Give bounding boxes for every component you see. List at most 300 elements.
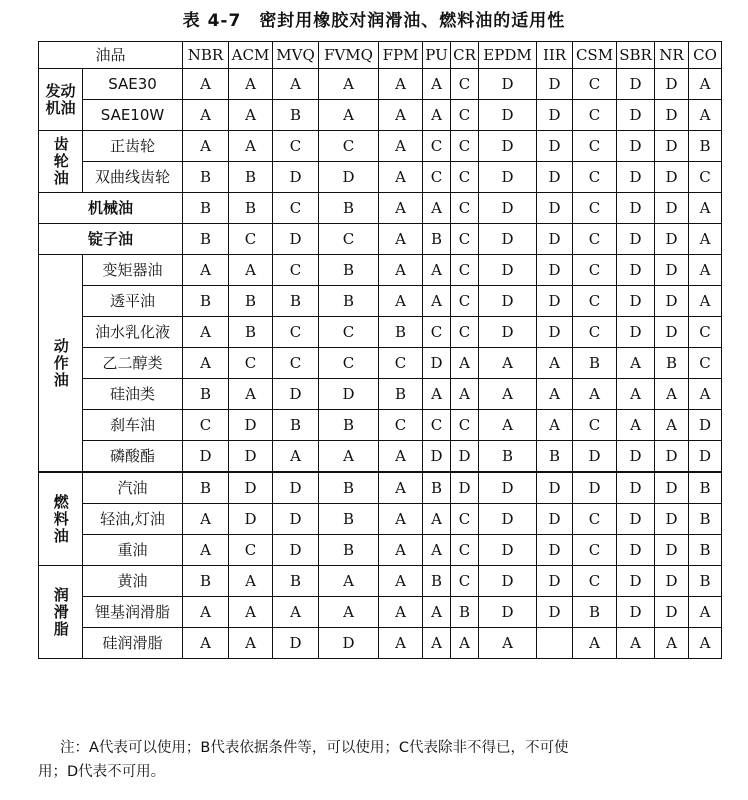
table-row	[39, 193, 722, 224]
rating-cell: A	[183, 597, 229, 628]
table-row	[39, 286, 722, 317]
rating-cell: D	[273, 224, 319, 255]
rating-cell: C	[379, 410, 423, 441]
rating-cell: D	[479, 566, 537, 597]
oil-name: 乙二醇类	[83, 348, 183, 379]
oil-name: 硅润滑脂	[83, 628, 183, 659]
rating-cell: D	[479, 472, 537, 504]
rating-cell: A	[379, 535, 423, 566]
rating-cell: A	[423, 286, 451, 317]
rating-cell: B	[423, 566, 451, 597]
table-title	[0, 6, 748, 31]
table-row	[39, 162, 722, 193]
rating-cell: C	[451, 286, 479, 317]
col-header: NR	[655, 42, 689, 69]
oil-category-label: 锭子油	[39, 224, 183, 255]
oil-name: 正齿轮	[83, 131, 183, 162]
col-header: FVMQ	[319, 42, 379, 69]
oil-category-label: 动作油	[39, 255, 83, 473]
rating-cell: A	[379, 286, 423, 317]
rating-cell: A	[423, 69, 451, 100]
rating-cell: A	[379, 504, 423, 535]
rating-cell: D	[655, 131, 689, 162]
rating-cell: A	[229, 69, 273, 100]
rating-cell: C	[573, 566, 617, 597]
rating-cell: C	[689, 348, 722, 379]
rating-cell: D	[617, 162, 655, 193]
rating-cell: B	[273, 566, 319, 597]
rating-cell: C	[451, 162, 479, 193]
rating-cell: D	[617, 441, 655, 473]
rating-cell: B	[479, 441, 537, 473]
rating-cell: D	[479, 597, 537, 628]
rating-cell: D	[319, 628, 379, 659]
rating-cell: D	[479, 131, 537, 162]
rating-cell: D	[655, 100, 689, 131]
rating-cell: C	[273, 255, 319, 286]
rating-cell: B	[183, 286, 229, 317]
rating-cell: A	[183, 255, 229, 286]
rating-cell: A	[655, 379, 689, 410]
rating-cell: D	[655, 472, 689, 504]
rating-cell: D	[655, 504, 689, 535]
rating-cell: D	[655, 224, 689, 255]
oil-category-label: 齿轮油	[39, 131, 83, 193]
rating-cell: D	[537, 286, 573, 317]
rating-cell: D	[537, 535, 573, 566]
rating-cell: A	[689, 193, 722, 224]
rating-cell: C	[423, 317, 451, 348]
table-row	[39, 535, 722, 566]
rating-cell: D	[319, 162, 379, 193]
rating-cell: A	[273, 441, 319, 473]
rating-cell: B	[183, 224, 229, 255]
rating-cell: B	[689, 131, 722, 162]
rating-cell: A	[451, 628, 479, 659]
rating-cell: D	[689, 410, 722, 441]
rating-cell: C	[451, 131, 479, 162]
rating-cell: D	[451, 472, 479, 504]
rating-cell: D	[617, 286, 655, 317]
rating-cell: C	[573, 193, 617, 224]
oil-name: 透平油	[83, 286, 183, 317]
oil-category-label: 发动机油	[39, 69, 83, 131]
rating-cell: A	[319, 597, 379, 628]
rating-cell: D	[183, 441, 229, 473]
rating-cell: D	[655, 193, 689, 224]
rating-cell: A	[423, 628, 451, 659]
rating-cell: D	[617, 224, 655, 255]
rating-cell: D	[617, 472, 655, 504]
rating-cell: A	[183, 628, 229, 659]
rating-cell: A	[273, 597, 319, 628]
rating-cell: B	[319, 472, 379, 504]
rating-cell: D	[617, 504, 655, 535]
table-row	[39, 255, 722, 286]
rating-cell: C	[319, 131, 379, 162]
rating-cell: A	[689, 69, 722, 100]
table-row	[39, 100, 722, 131]
rating-cell: A	[617, 628, 655, 659]
rating-cell: A	[423, 100, 451, 131]
rating-cell: D	[537, 193, 573, 224]
rating-cell: C	[573, 255, 617, 286]
rating-cell: A	[229, 628, 273, 659]
rating-cell: C	[319, 348, 379, 379]
rating-cell: A	[617, 379, 655, 410]
rating-cell	[537, 628, 573, 659]
rating-cell: B	[423, 224, 451, 255]
rating-cell: C	[451, 255, 479, 286]
rating-cell: D	[451, 441, 479, 473]
rating-cell: A	[689, 597, 722, 628]
rating-cell: B	[229, 317, 273, 348]
rating-cell: D	[655, 535, 689, 566]
rating-cell: A	[183, 504, 229, 535]
rating-cell: D	[229, 472, 273, 504]
rating-cell: A	[379, 193, 423, 224]
rating-cell: A	[689, 379, 722, 410]
rating-cell: B	[689, 472, 722, 504]
col-header: CSM	[573, 42, 617, 69]
oil-name: 硅油类	[83, 379, 183, 410]
col-header: SBR	[617, 42, 655, 69]
table-row	[39, 597, 722, 628]
rating-cell: A	[689, 100, 722, 131]
rating-cell: C	[229, 535, 273, 566]
table-row	[39, 224, 722, 255]
rating-cell: D	[537, 566, 573, 597]
rating-cell: B	[319, 255, 379, 286]
rating-cell: C	[273, 193, 319, 224]
rating-cell: A	[689, 286, 722, 317]
rating-cell: D	[573, 441, 617, 473]
rating-cell: C	[573, 410, 617, 441]
table-row	[39, 628, 722, 659]
rating-cell: A	[379, 441, 423, 473]
rating-cell: A	[379, 100, 423, 131]
col-header: CO	[689, 42, 722, 69]
rating-cell: A	[451, 379, 479, 410]
table-row	[39, 317, 722, 348]
rating-cell: D	[273, 628, 319, 659]
rating-cell: A	[537, 410, 573, 441]
rating-cell: B	[319, 286, 379, 317]
rating-cell: C	[451, 100, 479, 131]
rating-cell: C	[573, 535, 617, 566]
table-row	[39, 69, 722, 100]
rating-cell: A	[451, 348, 479, 379]
rating-cell: C	[183, 410, 229, 441]
rating-cell: D	[655, 255, 689, 286]
table-number: 表 4-7	[182, 11, 242, 31]
rating-cell: A	[319, 100, 379, 131]
oil-name: 双曲线齿轮	[83, 162, 183, 193]
rating-cell: C	[273, 131, 319, 162]
rating-cell: C	[229, 348, 273, 379]
rating-cell: C	[689, 162, 722, 193]
col-header: ACM	[229, 42, 273, 69]
rating-cell: B	[273, 100, 319, 131]
rating-cell: A	[379, 472, 423, 504]
compatibility-table	[38, 41, 722, 659]
rating-cell: B	[379, 317, 423, 348]
rating-cell: A	[573, 628, 617, 659]
rating-cell: D	[537, 317, 573, 348]
note-line-1: 注：A代表可以使用；B代表依据条件等，可以使用；C代表除非不得已，不可使	[60, 740, 569, 756]
rating-cell: D	[537, 131, 573, 162]
rating-cell: D	[479, 193, 537, 224]
rating-cell: B	[183, 566, 229, 597]
oil-category-label: 润滑脂	[39, 566, 83, 659]
col-header: FPM	[379, 42, 423, 69]
rating-cell: A	[423, 597, 451, 628]
rating-cell: A	[183, 348, 229, 379]
rating-cell: C	[573, 317, 617, 348]
rating-cell: B	[319, 193, 379, 224]
oil-name: 重油	[83, 535, 183, 566]
rating-cell: A	[379, 597, 423, 628]
rating-cell: C	[451, 504, 479, 535]
rating-cell: D	[479, 535, 537, 566]
rating-cell: D	[617, 535, 655, 566]
rating-cell: C	[451, 193, 479, 224]
rating-cell: A	[617, 410, 655, 441]
col-header: PU	[423, 42, 451, 69]
table-row	[39, 379, 722, 410]
rating-cell: B	[273, 410, 319, 441]
rating-cell: A	[229, 131, 273, 162]
rating-cell: D	[273, 162, 319, 193]
rating-cell: B	[689, 504, 722, 535]
oil-name: SAE10W	[83, 100, 183, 131]
rating-cell: B	[229, 286, 273, 317]
rating-cell: A	[229, 379, 273, 410]
rating-cell: B	[319, 410, 379, 441]
rating-cell: D	[423, 348, 451, 379]
rating-cell: B	[537, 441, 573, 473]
rating-cell: D	[689, 441, 722, 473]
rating-cell: D	[273, 504, 319, 535]
rating-cell: C	[573, 100, 617, 131]
table-row	[39, 131, 722, 162]
rating-cell: C	[689, 317, 722, 348]
rating-cell: D	[537, 504, 573, 535]
rating-cell: A	[537, 348, 573, 379]
rating-cell: C	[451, 535, 479, 566]
rating-cell: C	[573, 162, 617, 193]
rating-cell: A	[379, 162, 423, 193]
rating-cell: D	[655, 441, 689, 473]
rating-cell: A	[379, 628, 423, 659]
rating-cell: D	[479, 162, 537, 193]
rating-cell: A	[655, 628, 689, 659]
table-row	[39, 472, 722, 504]
rating-cell: D	[537, 224, 573, 255]
rating-cell: A	[479, 348, 537, 379]
rating-cell: D	[617, 100, 655, 131]
col-header: IIR	[537, 42, 573, 69]
rating-cell: A	[479, 628, 537, 659]
rating-cell: C	[273, 317, 319, 348]
rating-cell: D	[617, 193, 655, 224]
col-header: CR	[451, 42, 479, 69]
oil-name: 锂基润滑脂	[83, 597, 183, 628]
rating-cell: D	[537, 100, 573, 131]
rating-cell: D	[617, 597, 655, 628]
rating-cell: B	[573, 597, 617, 628]
rating-cell: A	[319, 69, 379, 100]
rating-cell: D	[229, 441, 273, 473]
rating-cell: C	[423, 162, 451, 193]
rating-cell: C	[573, 69, 617, 100]
oil-name: 轻油,灯油	[83, 504, 183, 535]
rating-cell: C	[573, 131, 617, 162]
rating-cell: D	[479, 224, 537, 255]
oil-name: 油水乳化液	[83, 317, 183, 348]
header-row	[39, 42, 722, 69]
rating-cell: A	[319, 441, 379, 473]
rating-cell: A	[423, 193, 451, 224]
table-row	[39, 348, 722, 379]
oil-name: 汽油	[83, 472, 183, 504]
rating-cell: D	[655, 69, 689, 100]
rating-cell: A	[689, 224, 722, 255]
col-header: MVQ	[273, 42, 319, 69]
rating-cell: B	[573, 348, 617, 379]
rating-cell: D	[273, 379, 319, 410]
rating-cell: D	[537, 69, 573, 100]
rating-cell: B	[319, 535, 379, 566]
rating-cell: C	[423, 131, 451, 162]
rating-cell: A	[229, 100, 273, 131]
rating-cell: A	[379, 566, 423, 597]
note-line-2: 用；D代表不可用。	[38, 764, 166, 780]
rating-cell: A	[379, 69, 423, 100]
rating-cell: A	[319, 566, 379, 597]
rating-cell: D	[273, 535, 319, 566]
oil-name: 磷酸酯	[83, 441, 183, 473]
rating-cell: D	[617, 255, 655, 286]
rating-cell: A	[689, 628, 722, 659]
rating-cell: C	[451, 69, 479, 100]
rating-cell: A	[379, 224, 423, 255]
rating-cell: B	[229, 193, 273, 224]
rating-cell: B	[273, 286, 319, 317]
rating-cell: A	[183, 317, 229, 348]
rating-cell: D	[479, 317, 537, 348]
rating-cell: C	[451, 566, 479, 597]
rating-cell: D	[617, 566, 655, 597]
oil-name: SAE30	[83, 69, 183, 100]
rating-cell: A	[183, 69, 229, 100]
table-row	[39, 441, 722, 473]
rating-cell: D	[617, 69, 655, 100]
table-row	[39, 504, 722, 535]
rating-cell: D	[423, 441, 451, 473]
rating-cell: D	[655, 286, 689, 317]
rating-cell: A	[183, 131, 229, 162]
rating-cell: A	[423, 379, 451, 410]
rating-cell: D	[617, 317, 655, 348]
rating-cell: B	[451, 597, 479, 628]
rating-cell: B	[183, 472, 229, 504]
rating-cell: B	[183, 193, 229, 224]
rating-cell: A	[423, 535, 451, 566]
rating-cell: D	[229, 410, 273, 441]
rating-cell: C	[423, 410, 451, 441]
rating-cell: B	[183, 162, 229, 193]
rating-cell: A	[655, 410, 689, 441]
rating-cell: D	[479, 255, 537, 286]
oil-name: 变矩器油	[83, 255, 183, 286]
rating-cell: C	[573, 224, 617, 255]
rating-cell: D	[537, 597, 573, 628]
rating-cell: D	[479, 69, 537, 100]
oil-name: 刹车油	[83, 410, 183, 441]
table-row	[39, 410, 722, 441]
rating-cell: C	[573, 504, 617, 535]
rating-cell: B	[229, 162, 273, 193]
rating-cell: B	[655, 348, 689, 379]
table-row	[39, 566, 722, 597]
oil-header: 油品	[39, 42, 183, 69]
rating-cell: A	[617, 348, 655, 379]
rating-cell: C	[319, 224, 379, 255]
rating-cell: C	[451, 410, 479, 441]
rating-cell: C	[229, 224, 273, 255]
rating-cell: B	[379, 379, 423, 410]
rating-cell: B	[689, 566, 722, 597]
oil-name: 黄油	[83, 566, 183, 597]
rating-cell: A	[379, 255, 423, 286]
rating-cell: D	[479, 504, 537, 535]
rating-cell: C	[573, 286, 617, 317]
rating-cell: D	[319, 379, 379, 410]
rating-cell: D	[655, 566, 689, 597]
rating-cell: D	[573, 472, 617, 504]
rating-cell: C	[379, 348, 423, 379]
rating-cell: D	[655, 317, 689, 348]
table-caption: 密封用橡胶对润滑油、燃料油的适用性	[259, 11, 566, 31]
oil-category-label: 机械油	[39, 193, 183, 224]
rating-cell: B	[319, 504, 379, 535]
rating-cell: B	[423, 472, 451, 504]
rating-cell: C	[451, 224, 479, 255]
rating-cell: D	[537, 255, 573, 286]
rating-cell: A	[423, 504, 451, 535]
rating-cell: A	[379, 131, 423, 162]
rating-cell: A	[229, 597, 273, 628]
rating-cell: D	[273, 472, 319, 504]
rating-cell: A	[537, 379, 573, 410]
rating-cell: D	[655, 162, 689, 193]
rating-cell: D	[655, 597, 689, 628]
rating-cell: B	[689, 535, 722, 566]
rating-cell: D	[479, 286, 537, 317]
rating-cell: D	[229, 504, 273, 535]
rating-cell: A	[573, 379, 617, 410]
rating-cell: A	[183, 100, 229, 131]
rating-cell: C	[273, 348, 319, 379]
rating-cell: A	[183, 535, 229, 566]
rating-cell: A	[273, 69, 319, 100]
col-header: EPDM	[479, 42, 537, 69]
rating-cell: A	[479, 379, 537, 410]
oil-category-label: 燃料油	[39, 472, 83, 566]
rating-cell: D	[537, 162, 573, 193]
col-header: NBR	[183, 42, 229, 69]
